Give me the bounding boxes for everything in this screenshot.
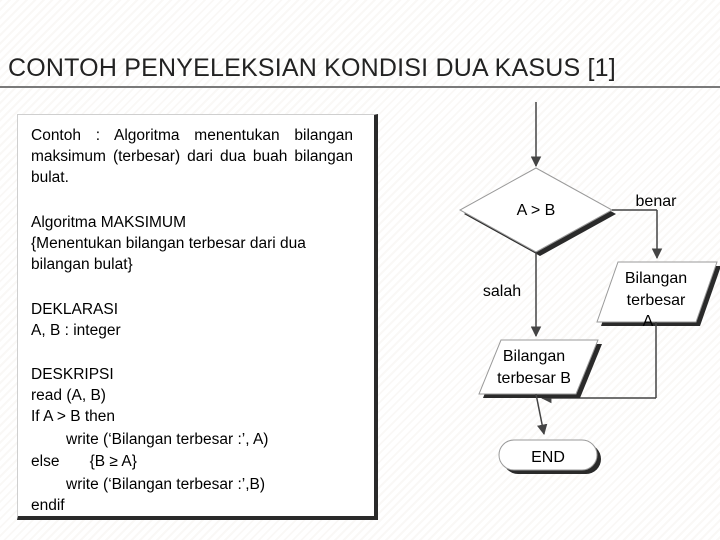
- deskripsi-header: DESKRIPSI: [31, 366, 114, 383]
- slide-title: CONTOH PENYELEKSIAN KONDISI DUA KASUS [1]: [8, 54, 616, 82]
- output-b-label-line-1: Bilangan: [502, 348, 566, 365]
- output-a-label-line-1: Bilangan: [624, 270, 688, 287]
- output-a-label-line-3: A: [642, 313, 654, 330]
- deskripsi-line: read (A, B): [31, 387, 106, 404]
- deskripsi-line: write (‘Bilangan terbesar :’, A): [66, 431, 269, 448]
- true-branch-label: benar: [635, 193, 677, 210]
- output-a-label-line-2: terbesar: [626, 292, 686, 309]
- output-b-label-line-2: terbesar B: [497, 370, 571, 387]
- deskripsi-line: else {B ≥ A}: [31, 453, 137, 470]
- deskripsi-line: endif: [31, 497, 65, 514]
- to-end-arrow: [536, 394, 544, 434]
- algorithm-comment-line-2: bilangan bulat}: [31, 256, 133, 273]
- terminal-label: END: [531, 449, 565, 466]
- intro-text: Contoh : Algoritma menentukan bilangan maksimum (terbesar) dari dua buah bilangan bulat.: [31, 127, 353, 186]
- algorithm-comment-line-1: {Menentukan bilangan terbesar dari dua: [31, 235, 306, 252]
- decision-label: A > B: [516, 202, 556, 219]
- false-branch-label: salah: [482, 283, 522, 300]
- deskripsi-line: write (‘Bilangan terbesar :’,B): [66, 476, 265, 493]
- deklarasi-line: A, B : integer: [31, 322, 121, 339]
- deklarasi-header: DEKLARASI: [31, 301, 119, 318]
- algorithm-header: Algoritma MAKSIMUM: [31, 214, 187, 231]
- deskripsi-line: If A > B then: [31, 408, 116, 425]
